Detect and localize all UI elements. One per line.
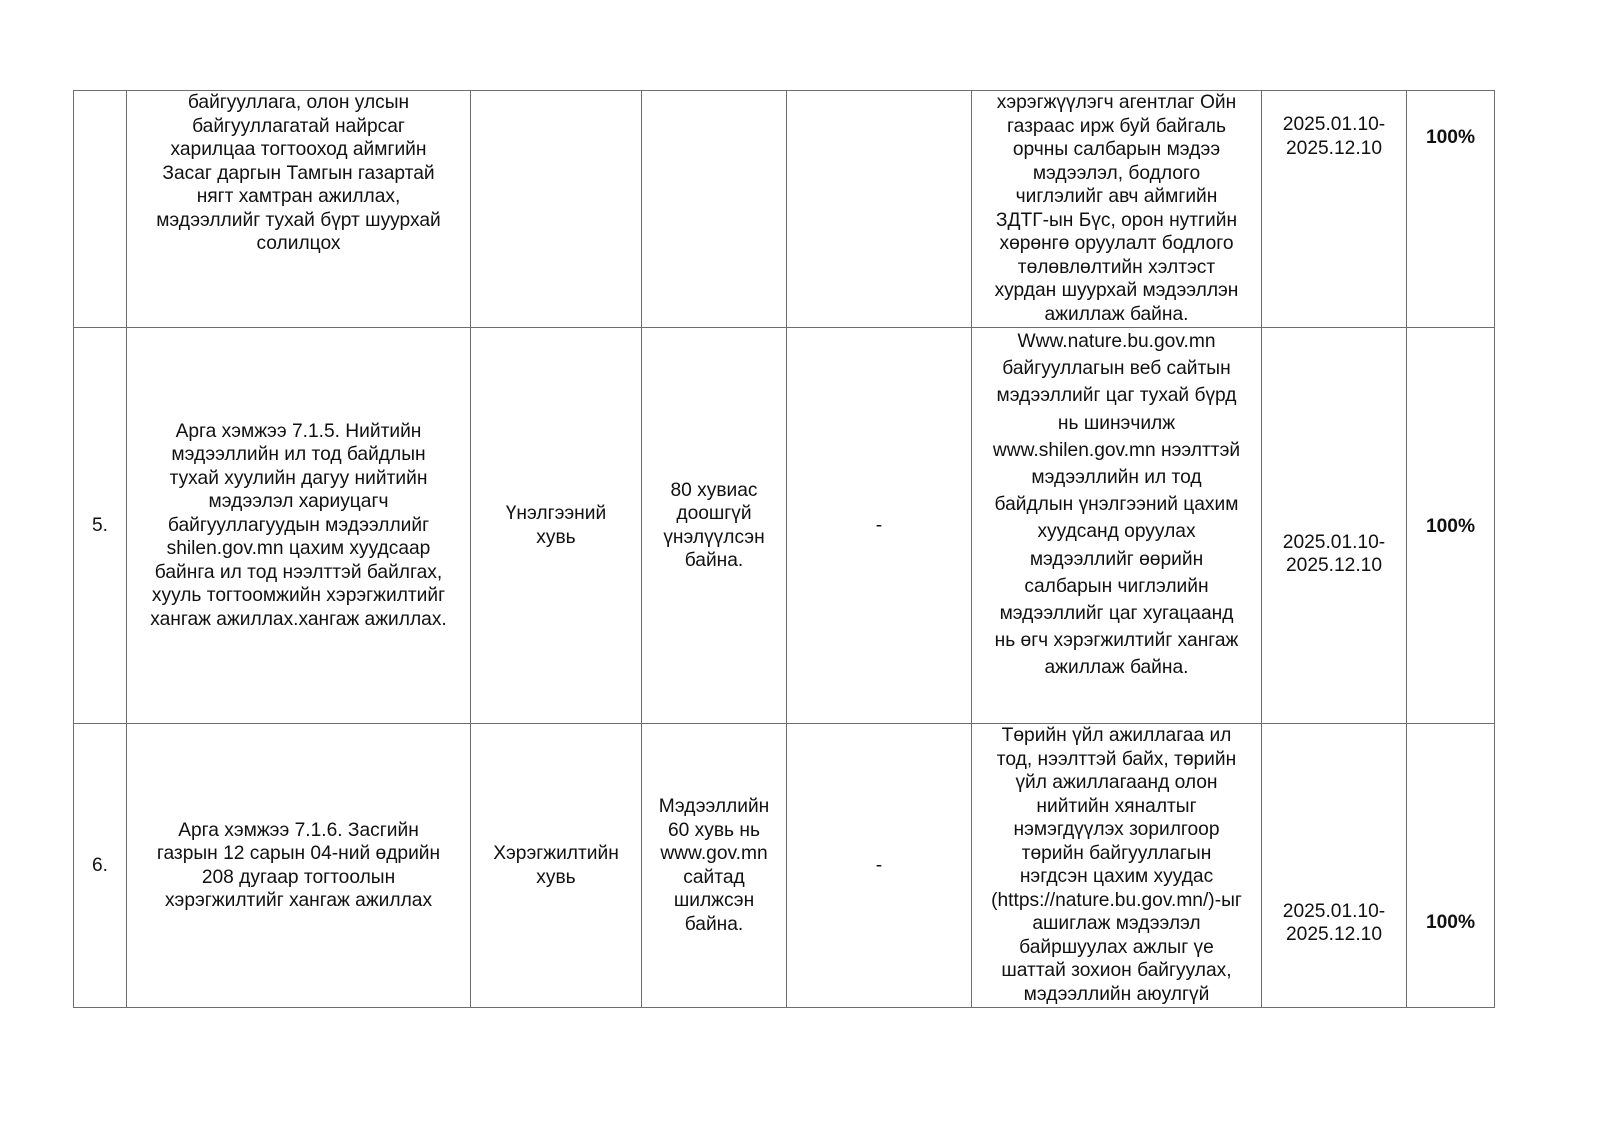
baseline-cell (787, 91, 972, 328)
result-cell (972, 91, 1262, 328)
table-row (74, 91, 1495, 328)
indicator-cell (471, 328, 642, 724)
target-cell (642, 328, 787, 724)
row-number-cell (74, 91, 127, 328)
activity-cell (127, 328, 471, 724)
activity-text: Арга хэмжээ 7.1.5. Нийтийн мэдээллийн ил тод байдлын тухай хуулийн дагуу нийтийн мэдээлэл хариуцагч байгууллагуудын мэдээллийг shilen.gov.mn цахим хуудсаар байнга ил тод нээлттэй байлгах, хууль тогтоомжийн хэрэгжилтийг хангаж ажиллах.хангаж ажиллах. (150, 420, 447, 630)
target-cell (642, 91, 787, 328)
baseline-cell (787, 328, 972, 724)
target-cell (642, 724, 787, 1008)
completion-text: 100% (1425, 127, 1476, 148)
period-cell (1262, 724, 1407, 1008)
row-number: 6. (91, 854, 108, 876)
period-cell (1262, 91, 1407, 328)
activity-text: Арга хэмжээ 7.1.6. Засгийн газрын 12 сарын 04-ний өдрийн 208 дугаар тогтоолын хэрэгжилтийг хангаж ажиллах (156, 819, 441, 911)
activity-cell (127, 91, 471, 328)
completion-cell (1407, 91, 1495, 328)
baseline-text: - (875, 514, 883, 536)
result-text: хэрэгжүүлэгч агентлаг Ойн газраас ирж буй байгаль орчны салбарын мэдээ мэдээлэл, бодлого чиглэлийг авч аймгийн ЗДТГ-ын Бүс, орон нутгийн хөрөнгө оруулалт бодлого төлөвлөлтийн хэлтэст хурдан шуурхай мэдээллэн ажиллаж байна. (994, 92, 1239, 325)
indicator-cell (471, 91, 642, 328)
completion-text: 100% (1425, 912, 1476, 934)
indicator-text: Үнэлгээний хувь (505, 503, 607, 548)
period-text: 2025.01.10- 2025.12.10 (1282, 114, 1386, 159)
row-number-cell (74, 724, 127, 1008)
activity-text: байгууллага, олон улсын байгууллагатай найрсаг харилцаа тогтооход аймгийн Засаг даргын Тамгын газартай нягт хамтран ажиллах, мэдээллийг тухай бүрт шуурхай солилцох (156, 92, 441, 254)
table-row (74, 328, 1495, 724)
row-number: 5. (91, 514, 108, 536)
baseline-text: - (875, 854, 883, 876)
baseline-cell (787, 724, 972, 1008)
table-row (74, 724, 1495, 1008)
period-text: 2025.01.10- 2025.12.10 (1282, 531, 1386, 576)
activity-cell (127, 724, 471, 1008)
result-text: Төрийн үйл ажиллагаа ил тод, нээлттэй байх, төрийн үйл ажиллагаанд олон нийтийн хяналтыг нэмэгдүүлэх зорилгоор төрийн байгууллагын нэгдсэн цахим хуудас (https://nature.bu.gov.mn/)-ыг ашиглаж мэдээлэл байршуулах ажлыг үе шаттай зохион байгуулах, мэдээллийн аюулгүй (991, 725, 1242, 1005)
result-cell (972, 724, 1262, 1008)
result-text: Www.nature.bu.gov.mn байгууллагын веб сайтын мэдээллийг цаг тухай бүрд нь шинэчилж www.shilen.gov.mn нээлттэй мэдээллийн ил тод байдлын үнэлгээний цахим хуудсанд оруулах мэдээллийг өөрийн салбарын чиглэлийн мэдээллийг цаг хугацаанд нь өгч хэрэгжилтийг хангаж ажиллаж байна. (992, 331, 1241, 679)
completion-text: 100% (1425, 515, 1476, 537)
target-text: Мэдээллийн 60 хувь нь www.gov.mn сайтад шилжсэн байна. (658, 796, 770, 935)
action-plan-table (73, 90, 1495, 1008)
completion-cell (1407, 328, 1495, 724)
indicator-cell (471, 724, 642, 1008)
target-text: 80 хувиас доошгүй үнэлүүлсэн байна. (663, 479, 765, 571)
row-number-cell (74, 328, 127, 724)
completion-cell (1407, 724, 1495, 1008)
period-cell (1262, 328, 1407, 724)
result-cell (972, 328, 1262, 724)
indicator-text: Хэрэгжилтийн хувь (493, 843, 619, 888)
period-text: 2025.01.10- 2025.12.10 (1282, 900, 1386, 945)
